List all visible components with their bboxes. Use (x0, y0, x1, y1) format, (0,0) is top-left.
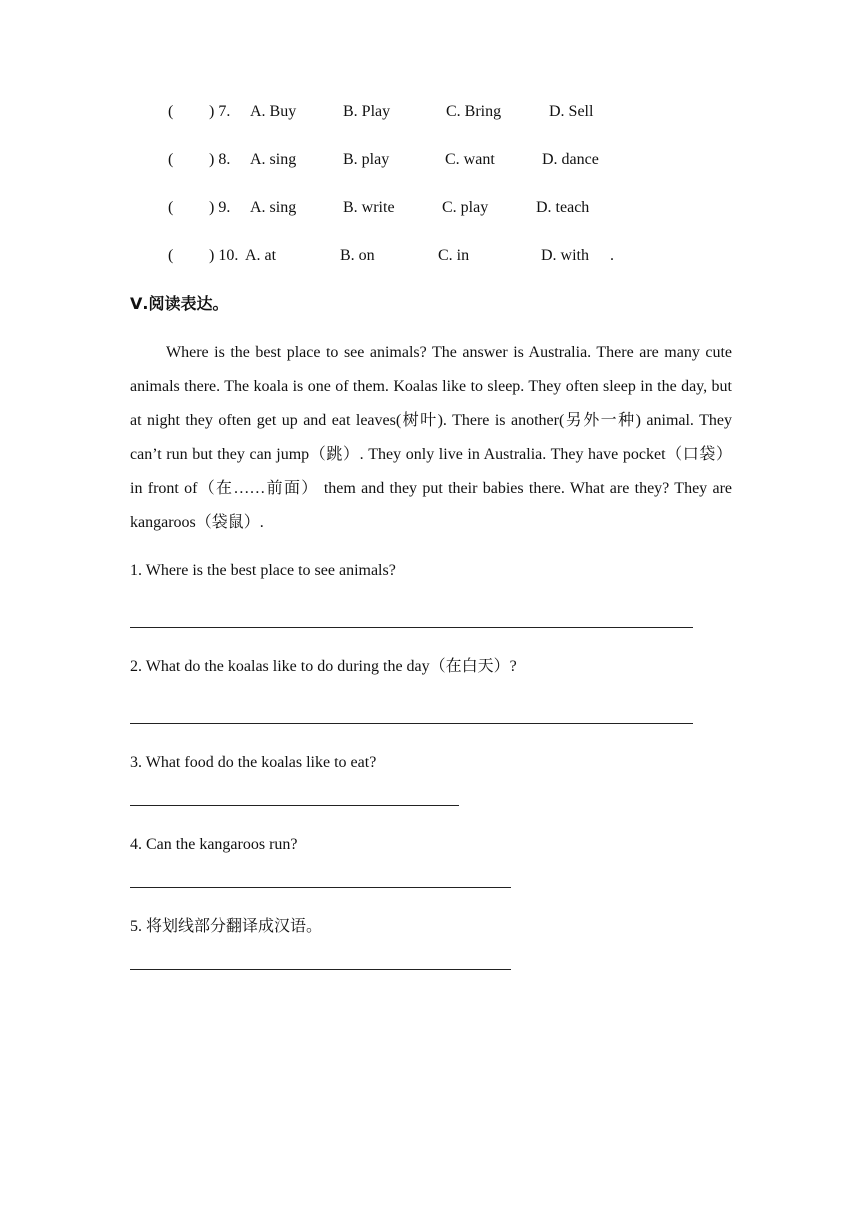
section-title: Ⅴ.阅读表达。 (130, 294, 229, 313)
question-5: 5. 将划线部分翻译成汉语。 (130, 918, 323, 935)
question-3: 3. What food do the koalas like to eat? (130, 754, 377, 771)
choice-option-b: B. Play (343, 103, 391, 120)
question-2: 2. What do the koalas like to do during the day（在白天）? (130, 658, 517, 675)
choice-option-b: B. write (343, 199, 395, 216)
question-1: 1. Where is the best place to see animals? (130, 562, 396, 579)
choice-option-c: C. in (438, 247, 470, 264)
question-4: 4. Can the kangaroos run? (130, 836, 298, 853)
choice-option-a: A. at (245, 247, 277, 264)
choice-option-b: B. on (340, 247, 375, 264)
choice-answer-paren: ( (168, 151, 174, 168)
choice-option-a: A. sing (250, 199, 297, 216)
choice-option-b: B. play (343, 151, 390, 168)
choice-option-d: D. with (541, 247, 589, 264)
choice-number: ) 8. (209, 151, 231, 168)
answer-line-4[interactable] (130, 887, 511, 888)
choice-option-d: D. dance (542, 151, 599, 168)
choice-option-a: A. Buy (250, 103, 297, 120)
choice-option-d: D. teach (536, 199, 590, 216)
choice-option-c: C. play (442, 199, 489, 216)
choice-option-d: D. Sell (549, 103, 594, 120)
choice-option-a: A. sing (250, 151, 297, 168)
choice-number: ) 7. (209, 103, 231, 120)
reading-passage: Where is the best place to see animals? The answer is Australia. There are many cute animals there. The koala is one of them. Koalas like to sleep. They often sleep in the day, but at night they often get up and eat leaves(树叶). There is another(另外一种) animal. They can’t run but they can jump（跳）. They only live in Australia. They have pocket（口袋） in front of（在……前面） them and they put their babies there. What are they? They are kangaroos（袋鼠）. (130, 344, 732, 531)
choice-answer-paren: ( (168, 103, 174, 120)
choice-tail: . (610, 247, 614, 264)
answer-line-5[interactable] (130, 969, 511, 970)
answer-line-1[interactable] (130, 627, 693, 628)
choice-number: ) 10. (209, 247, 239, 264)
choice-option-c: C. Bring (446, 103, 502, 120)
choice-answer-paren: ( (168, 247, 174, 264)
choice-option-c: C. want (445, 151, 495, 168)
choice-number: ) 9. (209, 199, 231, 216)
answer-line-3[interactable] (130, 805, 459, 806)
choice-answer-paren: ( (168, 199, 174, 216)
answer-line-2[interactable] (130, 723, 693, 724)
